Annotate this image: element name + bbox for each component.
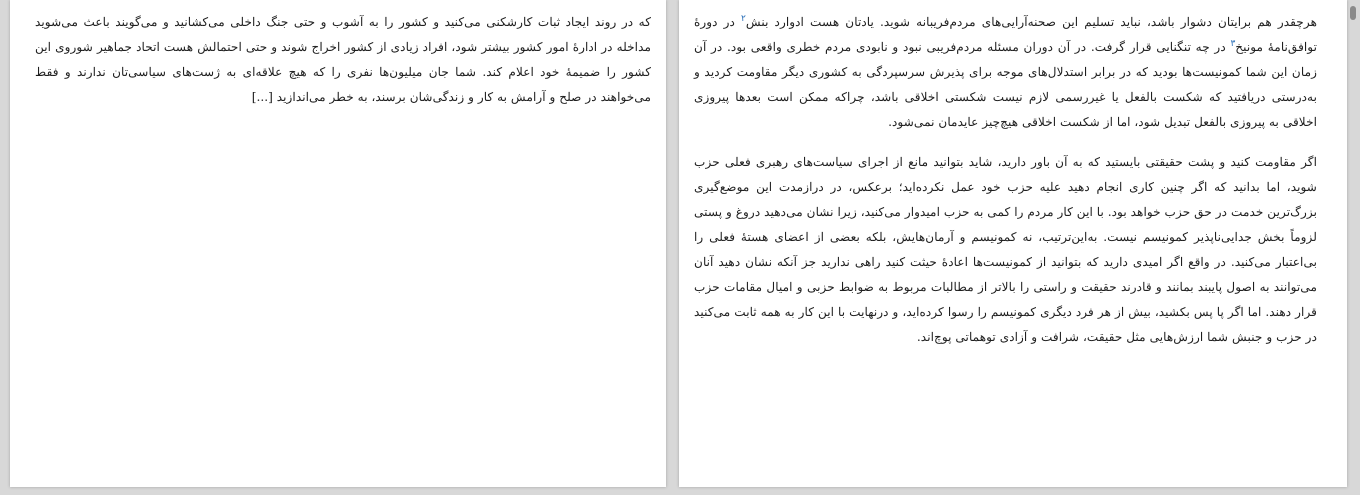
scrollbar-thumb-icon[interactable] — [1350, 6, 1356, 20]
paragraph-1 — [694, 10, 1317, 135]
document-page-right — [679, 0, 1347, 487]
paragraph-segment: در چه تنگنایی قرار گرفت. در آن دوران مسئله مردم‌فریبی نبود و نابودی مردم خطری واقعی بود. در آن زمان این شما کمونیست‌ها بودید که در برابر استدلال‌های موجه برای پذیرش سرسپردگی به کشوری دیگر مقاومت کردید و به‌درستی دریافتید که شکست بالفعل یا غیررسمی لازم نیست شکستی اخلاقی باشد، چراکه ممکن است بعدها پیروزی اخلاقی به پیروزی بالفعل تبدیل شود، اما از شکست اخلاقی هیچ‌چیز عایدمان نمی‌شود. — [694, 40, 1317, 129]
paragraph-1: که در روند ایجاد ثبات کارشکنی می‌کنید و کشور را به آشوب و حتی جنگ داخلی می‌کشانید و می‌گویند باعث می‌شوید مداخله در ادارهٔ امور کشور بیشتر شود، افراد زیادی از کشور اخراج شوند و حتی احتمالش هست اتحاد جماهیر شوروی این کشور را ضمیمهٔ خود اعلام کند. شما جان میلیون‌ها نفری را که هیچ علاقه‌ای به ژست‌های سیاسی‌تان ندارند و فقط می‌خواهند در صلح و آرامش به کار و زندگی‌شان برسند، به خطر می‌اندازید [...] — [35, 15, 651, 104]
page-text — [694, 10, 1317, 350]
page-text — [35, 10, 651, 110]
paragraph-2: اگر مقاومت کنید و پشت حقیقتی بایستید که به آن باور دارید، شاید بتوانید مانع از اجرای سیاست‌های رهبری فعلی حزب شوید، اما بدانید که اگر چنین کاری انجام دهید علیه حزب خود عمل نکرده‌اید؛ برعکس، در درازمدت این موضع‌گیری بزرگ‌ترین خدمت در حق حزب خواهد بود. با این کار مردم را کمی به حزب امیدوار می‌کنید، زیرا نشان می‌دهید دروغ و پستی لزوماً بخش جدایی‌ناپذیر کمونیسم نیست. به‌این‌ترتیب، نه کمونیسم و آرمان‌هایش، بلکه بعضی از اعضای هستهٔ فعلی را بی‌اعتبار می‌کنید. در واقع اگر امیدی دارید که بتوانید از کمونیست‌ها اعادهٔ حیثت کنید راهی ندارید جز آنکه نشان دهید آنان می‌توانند به اصول پایبند بمانند و قادرند حقیقت و راستی را بالاتر از مطالبات مربوط به ضوابط حزبی و امیال مقامات حزب قرار دهند. اما اگر پا پس بکشید، بیش از هر فرد دیگری کمونیسم را رسوا کرده‌اید، و درنهایت با این کار به همه ثابت می‌کنید در حزب و جنبش شما ارزش‌هایی مثل حقیقت، شرافت و آزادی توهماتی پوچ‌اند. — [694, 155, 1317, 344]
footnote-ref-2[interactable]: ۲ — [741, 13, 746, 24]
document-page-left — [10, 0, 666, 487]
paragraph-segment: هرچقدر هم برایتان دشوار باشد، نباید تسلیم این صحنه‌آرایی‌های مردم‌فریبانه شوید. یادتان هست ادوارد بنش — [745, 15, 1317, 29]
paragraph-segment: در دورهٔ توافق‌نامهٔ مونیخ — [694, 15, 1317, 54]
footnote-ref-3[interactable]: ۳ — [1230, 38, 1236, 49]
